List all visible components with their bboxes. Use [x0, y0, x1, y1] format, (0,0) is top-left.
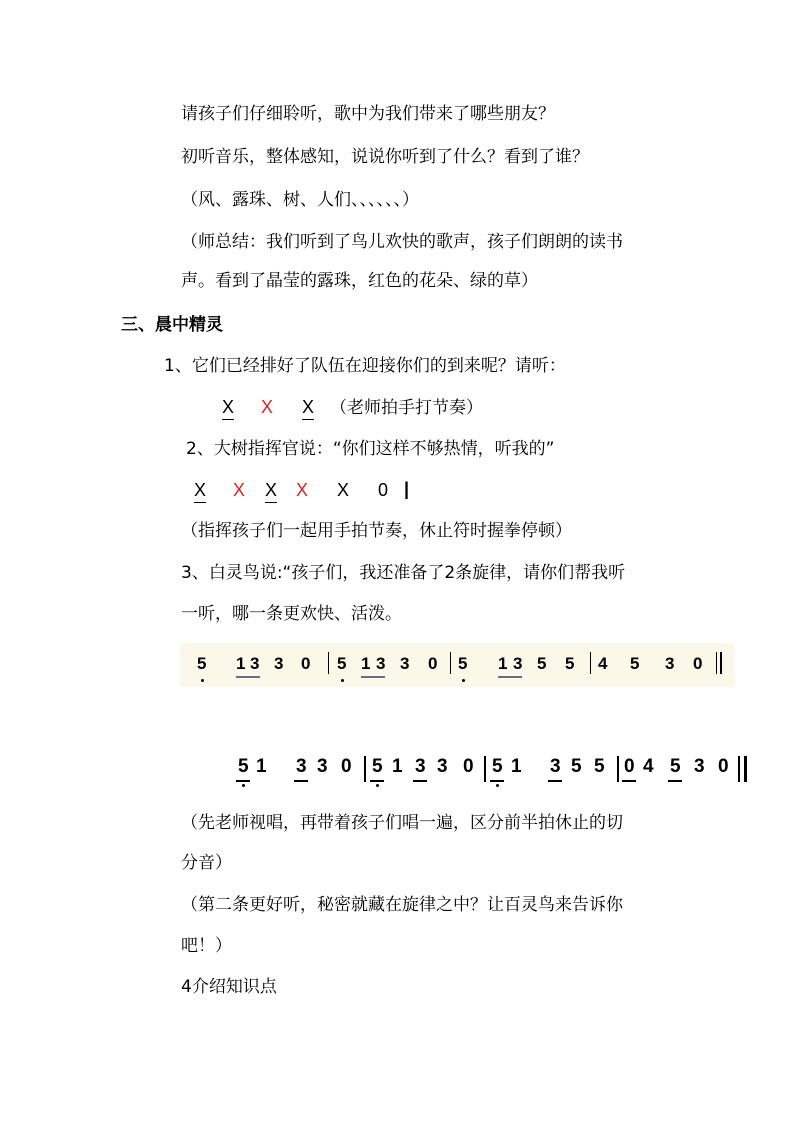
item-3: 3、白灵鸟说:“孩子们，我还准备了2条旋律，请你们帮我听	[181, 563, 626, 583]
bar-line	[328, 652, 329, 674]
item-4: 4介绍知识点	[181, 977, 277, 997]
final-bar-line	[738, 756, 740, 782]
text-line-question: 请孩子们仔细聆听，歌中为我们带来了哪些朋友？	[181, 104, 555, 124]
score-note: 0	[463, 756, 474, 777]
rhythm-x: X	[194, 479, 206, 503]
item-2-note: （指挥孩子们一起用手拍节奏，休止符时握拳停顿）	[181, 521, 572, 541]
score-note: 1	[511, 756, 522, 777]
item-1: 1、它们已经排好了队伍在迎接你们的到来呢？请听：	[164, 356, 566, 376]
score-note: 4	[643, 756, 654, 777]
rhythm-note: （老师拍手打节奏）	[330, 398, 483, 418]
bar-line	[617, 756, 619, 782]
low-octave-dot	[376, 784, 379, 787]
low-octave-dot	[341, 679, 344, 682]
score-note: 1	[498, 654, 508, 673]
score-note: 5	[337, 654, 347, 673]
score-note: 5	[670, 756, 681, 777]
underline	[370, 780, 384, 782]
item-3-cont: 一听，哪一条更欢快、活泼。	[181, 604, 402, 624]
rhythm-x: X	[302, 396, 314, 420]
item-2: 2、大树指挥官说：“你们这样不够热情，听我的”	[186, 439, 555, 459]
rhythm-x: X	[265, 479, 277, 503]
score-note: 4	[598, 654, 608, 673]
score-note: 3	[250, 654, 260, 673]
bar-line: |	[404, 479, 410, 499]
low-octave-dot	[462, 679, 465, 682]
bar-line	[364, 756, 366, 782]
final-bar-line	[720, 652, 722, 674]
bar-line	[590, 652, 591, 674]
score-note: 5	[630, 654, 640, 673]
score-note: 1	[392, 756, 403, 777]
rhythm-rest: 0	[378, 480, 389, 500]
melody-score-1	[180, 643, 735, 687]
rhythm-x: X	[337, 480, 350, 500]
rhythm-x-red: X	[261, 397, 274, 417]
note-2: （第二条更好听，秘密就藏在旋律之中？让百灵鸟来告诉你	[181, 895, 623, 915]
underline	[498, 676, 522, 678]
underline	[361, 676, 385, 678]
underline	[236, 780, 250, 782]
score-note: 3	[513, 654, 523, 673]
score-note: 5	[594, 756, 605, 777]
low-octave-dot	[201, 679, 204, 682]
bar-line	[484, 756, 486, 782]
note-1-cont: 分音）	[181, 853, 232, 873]
score-note: 3	[665, 654, 675, 673]
score-note: 0	[624, 756, 635, 777]
underline	[668, 780, 682, 782]
score-note: 3	[296, 756, 307, 777]
underline	[294, 780, 308, 782]
note-1: （先老师视唱，再带着孩子们唱一遍，区分前半拍休止的切	[181, 813, 623, 833]
melody-score-2	[232, 752, 752, 796]
final-bar-line	[744, 756, 747, 782]
score-note: 5	[372, 756, 383, 777]
score-note: 0	[693, 654, 703, 673]
score-note: 5	[571, 756, 582, 777]
score-note: 3	[415, 756, 426, 777]
score-note: 3	[317, 756, 328, 777]
text-line-summary: （师总结：我们听到了鸟儿欢快的歌声，孩子们朗朗的读书	[181, 232, 623, 252]
score-note: 5	[197, 654, 207, 673]
score-note: 5	[238, 756, 249, 777]
underline	[548, 780, 562, 782]
bar-line	[450, 652, 451, 674]
low-octave-dot	[242, 784, 245, 787]
score-note: 5	[537, 654, 547, 673]
underline	[622, 780, 636, 782]
score-note: 3	[400, 654, 410, 673]
rhythm-x: X	[222, 396, 234, 420]
score-note: 0	[718, 756, 729, 777]
score-note: 0	[341, 756, 352, 777]
final-bar-line	[716, 652, 717, 674]
score-note: 5	[492, 756, 503, 777]
score-note: 5	[565, 654, 575, 673]
score-note: 1	[361, 654, 371, 673]
score-note: 0	[301, 654, 311, 673]
section-heading: 三、晨中精灵	[121, 315, 223, 335]
underline	[413, 780, 427, 782]
score-note: 3	[694, 756, 705, 777]
score-note: 0	[428, 654, 438, 673]
text-line-listen: 初听音乐，整体感知，说说你听到了什么？看到了谁？	[181, 147, 589, 167]
score-note: 5	[458, 654, 468, 673]
text-line-answers: （风、露珠、树、人们、、、、、、）	[181, 190, 419, 210]
note-2-cont: 吧！）	[181, 936, 232, 956]
text-line-summary-cont: 声。看到了晶莹的露珠，红色的花朵、绿的草）	[181, 271, 538, 291]
score-note: 3	[550, 756, 561, 777]
score-note: 1	[236, 654, 246, 673]
underline	[490, 780, 504, 782]
score-note: 1	[256, 756, 267, 777]
score-note: 3	[274, 654, 284, 673]
score-note: 3	[437, 756, 448, 777]
score-note: 3	[376, 654, 386, 673]
underline	[236, 676, 260, 678]
low-octave-dot	[496, 784, 499, 787]
rhythm-x-red: X	[296, 480, 309, 500]
rhythm-x-red: X	[233, 480, 246, 500]
